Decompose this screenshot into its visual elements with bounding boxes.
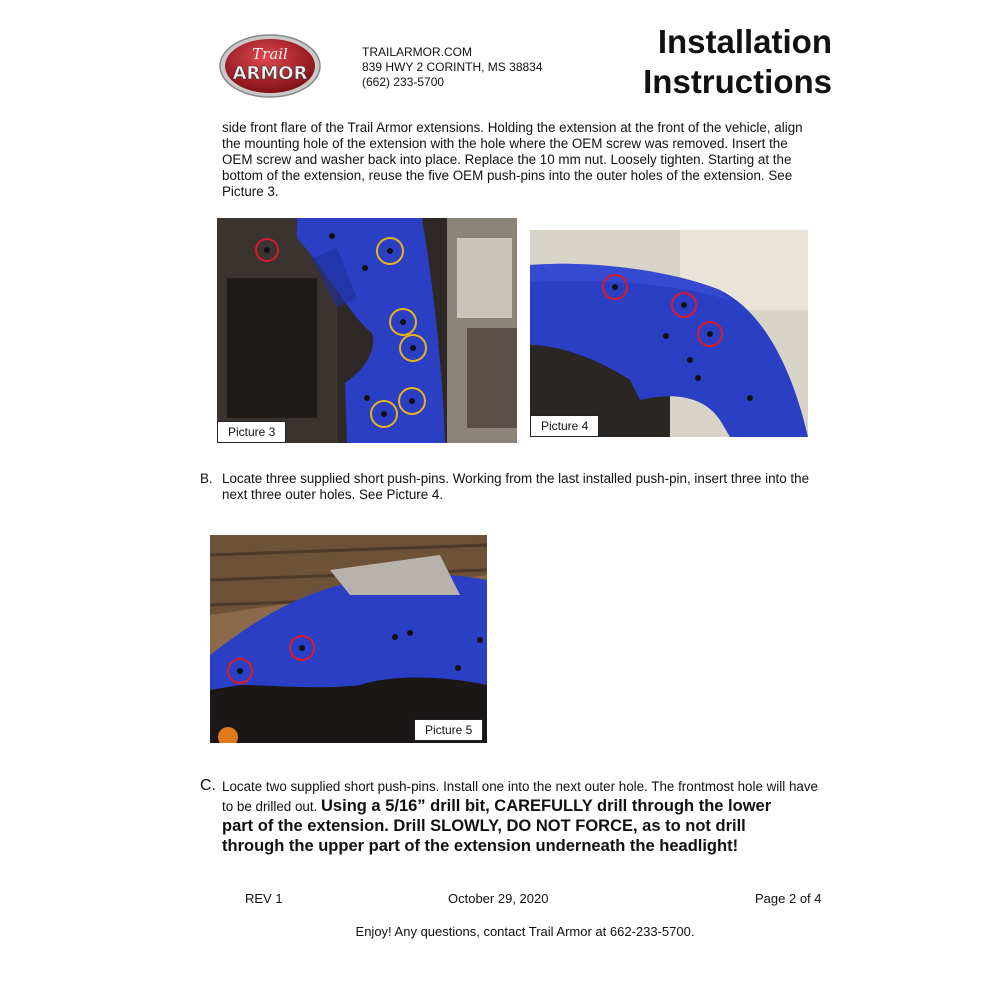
intro-line: the mounting hole of the extension with the hole where the OEM screw was removed. Insert the: [222, 136, 788, 151]
logo-script: Trail: [252, 45, 288, 63]
step-b-text: [222, 471, 847, 503]
drill-warning-line-3: through the upper part of the extension underneath the headlight!: [222, 837, 739, 855]
step-c-text: [222, 779, 847, 856]
revision-label: REV 1: [245, 891, 283, 906]
step-b-line: next three outer holes. See Picture 4.: [222, 487, 444, 502]
title-line-2: Instructions: [643, 63, 832, 100]
document-date: October 29, 2020: [448, 891, 549, 906]
company-address-block: [362, 45, 543, 90]
drill-warning-line-2: part of the extension. Drill SLOWLY, DO NOT FORCE, as to not drill: [222, 817, 746, 835]
picture-4-caption: Picture 4: [530, 415, 599, 437]
picture-4-photo: [530, 230, 808, 437]
step-c-line-2: to be drilled out.: [222, 799, 322, 814]
trail-armor-logo: [218, 33, 322, 99]
logo-word: ARMOR: [232, 63, 308, 84]
intro-line: bottom of the extension, reuse the five OEM push-pins into the outer holes of the extension. See: [222, 168, 793, 183]
picture-3-photo: [217, 218, 517, 443]
intro-line: side front flare of the Trail Armor extensions. Holding the extension at the front of the vehicle, align: [222, 120, 803, 135]
step-b-line: Locate three supplied short push-pins. Working from the last installed push-pin, insert three into the: [222, 471, 810, 486]
step-c-line-1: Locate two supplied short push-pins. Install one into the next outer hole. The frontmost hole will have: [222, 779, 818, 794]
picture-3-caption: Picture 3: [217, 421, 286, 443]
drill-warning-line-1: Using a 5/16” drill bit, CAREFULLY drill through the lower: [321, 797, 772, 815]
company-phone: (662) 233-5700: [362, 75, 445, 89]
step-b-letter: B.: [200, 471, 213, 486]
title-line-1: Installation: [657, 23, 832, 60]
step-c-letter: C.: [200, 777, 216, 794]
company-website: TRAILARMOR.COM: [362, 45, 473, 59]
intro-paragraph: [222, 120, 842, 200]
contact-line: Enjoy! Any questions, contact Trail Armor at 662-233-5700.: [355, 924, 695, 939]
picture-5-caption: Picture 5: [414, 719, 483, 741]
company-address: 839 HWY 2 CORINTH, MS 38834: [362, 60, 543, 74]
intro-line: OEM screw and washer back into place. Replace the 10 mm nut. Loosely tighten. Starting at the: [222, 152, 792, 167]
picture-5-photo: [210, 535, 487, 743]
page-title: [600, 22, 832, 102]
intro-line: Picture 3.: [222, 184, 279, 199]
page-number: Page 2 of 4: [755, 891, 822, 906]
